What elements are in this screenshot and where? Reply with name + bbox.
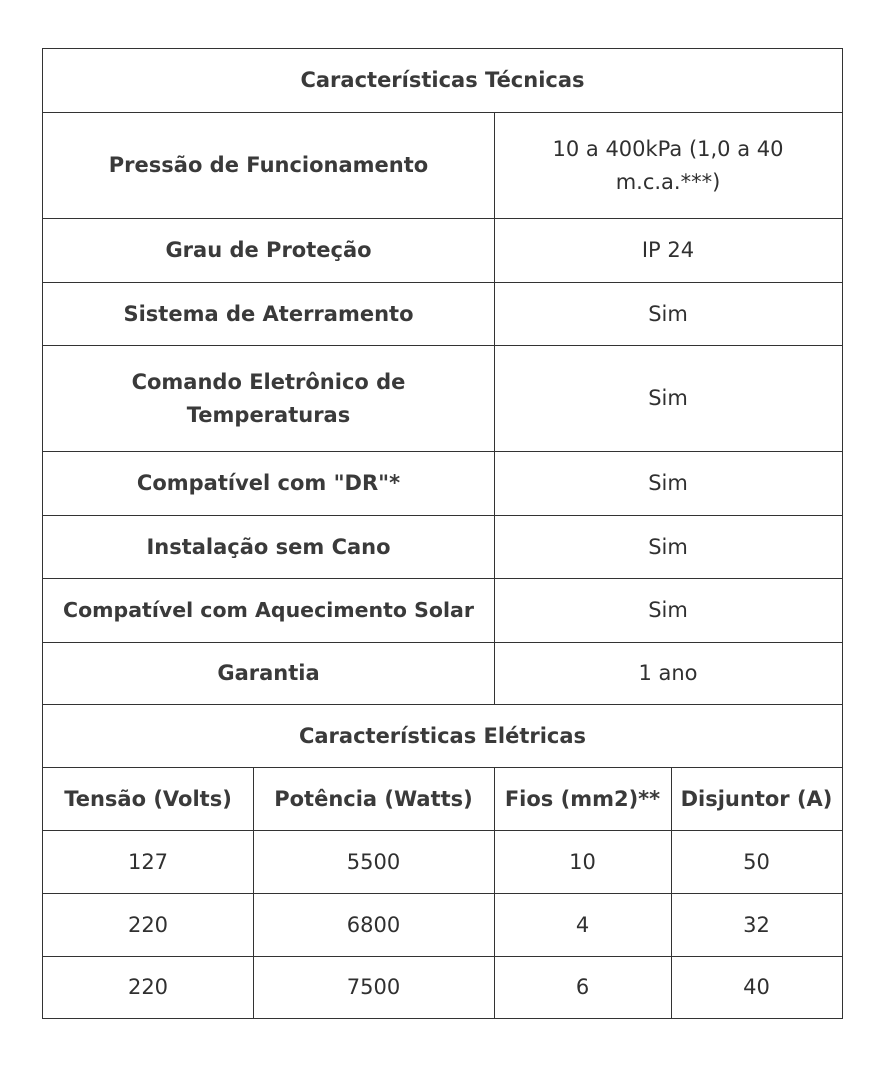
- tech-row-value: 10 a 400kPa (1,0 a 40 m.c.a.***): [552, 136, 784, 194]
- cell-breaker: 40: [743, 975, 770, 1000]
- tech-row-label: Garantia: [217, 661, 320, 686]
- cell-voltage: 220: [127, 912, 169, 937]
- spec-table: [42, 48, 843, 1019]
- tech-row-label: Grau de Proteção: [165, 238, 372, 263]
- elec-row: [43, 957, 842, 1018]
- tech-row-value: 1 ano: [638, 661, 698, 686]
- tech-title: Características Técnicas: [300, 68, 585, 93]
- elec-title-row: [43, 705, 842, 768]
- header-wires: Fios (mm2)**: [504, 786, 661, 811]
- cell-voltage: 220: [127, 975, 169, 1000]
- header-breaker: Disjuntor (A): [680, 786, 833, 811]
- elec-row: [43, 831, 842, 894]
- tech-row: [43, 643, 842, 705]
- tech-row: [43, 113, 842, 219]
- cell-breaker: 50: [743, 849, 770, 874]
- cell-wires: 10: [569, 849, 596, 874]
- cell-breaker: 32: [743, 912, 770, 937]
- tech-row-value: Sim: [648, 598, 688, 623]
- tech-row-label: Sistema de Aterramento: [123, 301, 414, 326]
- cell-power: 6800: [346, 912, 401, 937]
- elec-title: Características Elétricas: [298, 723, 587, 748]
- tech-row: [43, 283, 842, 346]
- tech-row-label: Compatível com "DR"*: [136, 471, 401, 496]
- tech-row-label: Pressão de Funcionamento: [108, 153, 429, 178]
- cell-power: 5500: [346, 849, 401, 874]
- header-voltage: Tensão (Volts): [64, 786, 232, 811]
- tech-row-value: Sim: [648, 471, 688, 496]
- cell-wires: 4: [575, 912, 590, 937]
- tech-row-value: IP 24: [641, 238, 695, 263]
- elec-header-row: [43, 768, 842, 831]
- tech-row-label: Comando Eletrônico de Temperaturas: [131, 369, 406, 427]
- tech-row-label: Instalação sem Cano: [146, 534, 391, 559]
- elec-row: [43, 894, 842, 957]
- tech-row-value: Sim: [648, 386, 688, 411]
- tech-title-row: [43, 49, 842, 113]
- tech-row: [43, 579, 842, 643]
- header-power: Potência (Watts): [274, 786, 473, 811]
- tech-row-value: Sim: [648, 301, 688, 326]
- tech-row: [43, 346, 842, 452]
- tech-row: [43, 219, 842, 283]
- tech-row: [43, 452, 842, 516]
- tech-row: [43, 516, 842, 579]
- cell-wires: 6: [575, 975, 590, 1000]
- cell-voltage: 127: [127, 849, 169, 874]
- tech-row-value: Sim: [648, 534, 688, 559]
- cell-power: 7500: [346, 975, 401, 1000]
- tech-row-label: Compatível com Aquecimento Solar: [63, 597, 474, 622]
